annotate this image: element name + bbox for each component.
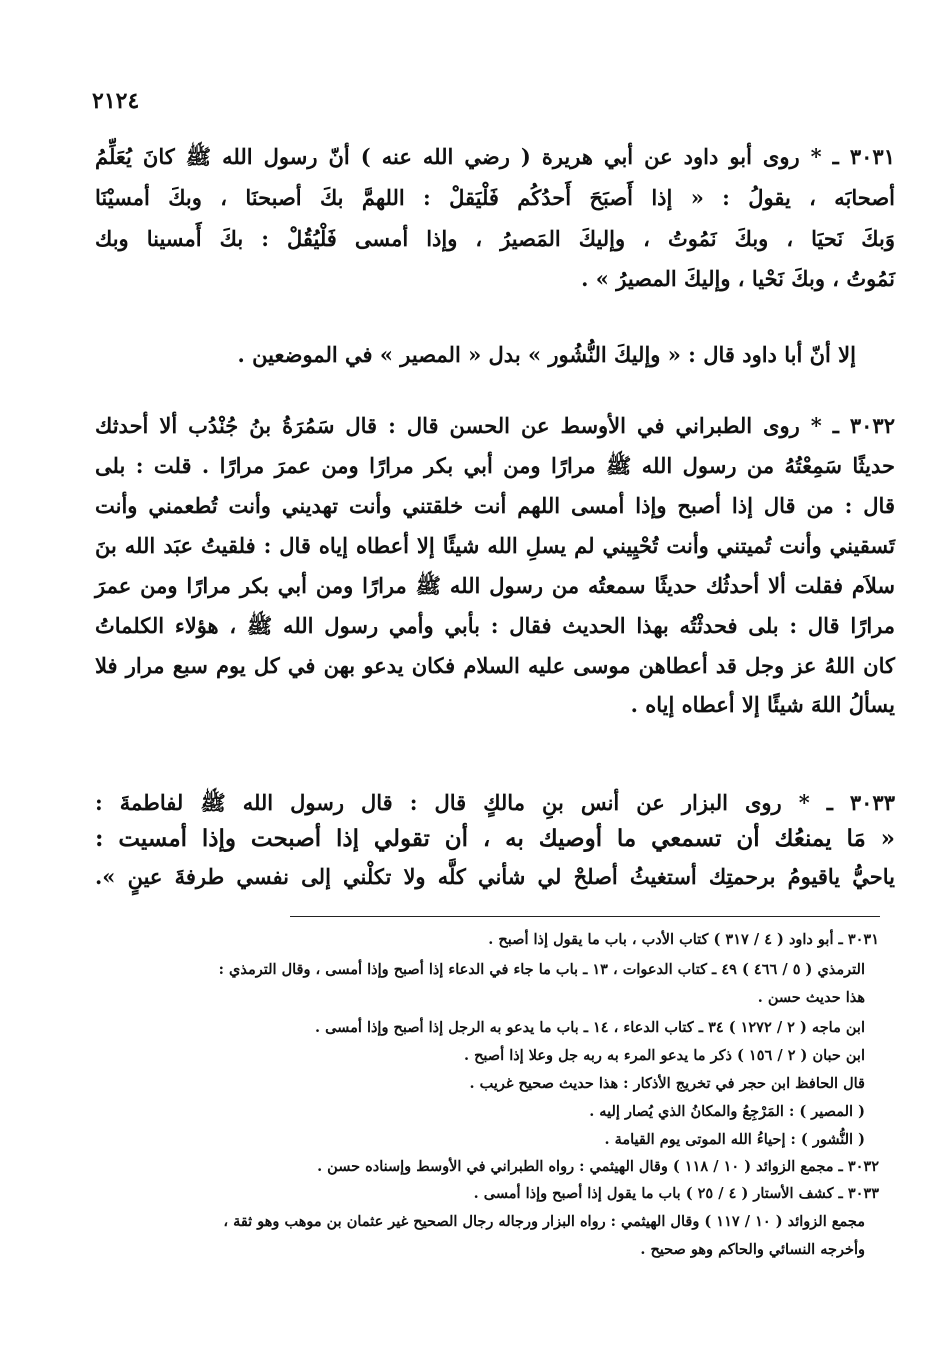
text-line: « مَا يمنعُك أن تسمعي ما أوصيك به ، أن تقولي إذا أصبحت وإذا أمسيت : [95, 825, 895, 852]
footnote-line: وأخرجه النسائي والحاكم وهو صحيح . [640, 1241, 865, 1258]
footnote-line: ( المصير ) : المَرْجِعُ والمكانُ الذي يُصار إليه . [589, 1103, 865, 1120]
text-line: نَمُوتُ ، وبكَ نَحْيا ، وإليكَ المصيرُ » . [581, 266, 895, 291]
footnote-line: ٣٠٣١ ـ أبو داود ( ٤ / ٣١٧ ) كتاب الأدب ، باب ما يقول إذا أصبح . [488, 931, 879, 948]
page-number: ٢١٢٤ [92, 88, 140, 114]
footnote-line: ٣٠٣٢ ـ مجمع الزوائد ( ١٠ / ١١٨ ) وقال الهيثمي : رواه الطبراني في الأوسط وإسناده حسن . [317, 1158, 879, 1175]
note-line: إلا أنّ أبا داود قال : « وإليكَ النُّشُور » بدل « المصير » في الموضعين . [237, 342, 856, 367]
footnote-line: الترمذي ( ٥ / ٤٦٦ ) ٤٩ ـ كتاب الدعوات ، ١٣ ـ باب ما جاء في الدعاء إذا أصبح وإذا أمسى ، وقال الترمذي : [218, 961, 865, 978]
text-line: ياحيُّ ياقيومُ برحمتِك أستغيثُ أصلحْ لي شأني كلَّه ولا تكلْني إلى نفسي طرفةَ عينٍ ». [95, 864, 895, 889]
text-line: قال : من قال إذا أصبح وإذا أمسى اللهم أنت خلقتني وأنت تهديني وأنت تُطعمني وأنت [95, 493, 895, 518]
text-line: أصحابَه ، يقولُ : « إذا أَصبَحَ أَحدُكُم فَلْيَقلْ : اللهمَّ بكَ أصبحنَا ، وبكَ أمسيْنَا [95, 185, 895, 210]
text-line: كان اللهُ عز وجل قد أعطاهن موسى عليه السلام فكان يدعو بهن في كل يوم سبع مرار فلا [95, 653, 895, 678]
text-line: وَبكَ نَحيَا ، وبكَ نَمُوتُ ، وإليكَ المَصيرُ ، وإذا أمسى فَلْيُقُلْ : بكَ أَمسينا وبك [95, 226, 895, 251]
footnote-divider [290, 916, 880, 917]
text-line: ٣٠٣٣ ـ * روى البزار عن أنس بنِ مالكٍ قال : قال رسول الله ﷺ لفاطمةَ : [95, 790, 895, 815]
footnote-line: قال الحافظ ابن حجر في تخريج الأذكار : هذا حديث صحيح غريب . [469, 1075, 865, 1092]
footnote-line: هذا حديث حسن . [757, 989, 865, 1006]
text-line: سلاَم فقلت ألا أحدثُك حديثًا سمعتُه من رسول الله ﷺ مرارًا ومن أبي بكر مرارًا ومن عمرَ [95, 573, 895, 598]
text-line: ٣٠٣١ ـ * روى أبو داود عن أبي هريرة ( رضي الله عنه ) أنّ رسول الله ﷺ كانَ يُعَلِّمُ [95, 144, 895, 169]
footnote-line: ابن ماجه ( ٢ / ١٢٧٢ ) ٣٤ ـ كتاب الدعاء ، ١٤ ـ باب ما يدعو به الرجل إذا أصبح وإذا أمسى . [314, 1019, 865, 1036]
footnote-line: مجمع الزوائد ( ١٠ / ١١٧ ) وقال الهيثمي : رواه البزار ورجاله رجال الصحيح غير عثمان بن موهب وهو ثقة ، [223, 1213, 865, 1230]
footnote-line: ( النُّشور ) : إحياءُ الله الموتى يوم القيامة . [604, 1131, 865, 1148]
text-line: حديثًا سَمِعْتُهُ من رسول الله ﷺ مرارًا ومن أبي بكر مرارًا ومن عمرَ مرارًا . قلت : بلى [95, 453, 895, 478]
text-line: ٣٠٣٢ ـ * روى الطبراني في الأوسط عن الحسن قال : قال سَمُرَةُ بنُ جُنْدُب ألا أحدثك [95, 413, 895, 438]
footnote-line: ٣٠٣٣ ـ كشف الأستار ( ٤ / ٢٥ ) باب ما يقول إذا أصبح وإذا أمسى . [473, 1185, 879, 1202]
text-line: تَسقيني وأنت تُميتني وأنت تُحْيِيني لم يسلِ الله شيئًا إلا أعطاه إياه قال : فلقيتُ عبَد الله بنَ [95, 533, 895, 558]
text-line: يسألُ اللهَ شيئًا إلا أعطاه إياه . [630, 692, 895, 717]
footnote-line: ابن حبان ( ٢ / ١٥٦ ) ذكر ما يدعو المرء به ربه جل وعلا إذا أصبح . [463, 1047, 865, 1064]
text-line: مرارًا قال : بلى فحدثْتُه بهذا الحديث فقال : بأبي وأمي رسول الله ﷺ ، هؤلاء الكلماتُ [95, 613, 895, 638]
